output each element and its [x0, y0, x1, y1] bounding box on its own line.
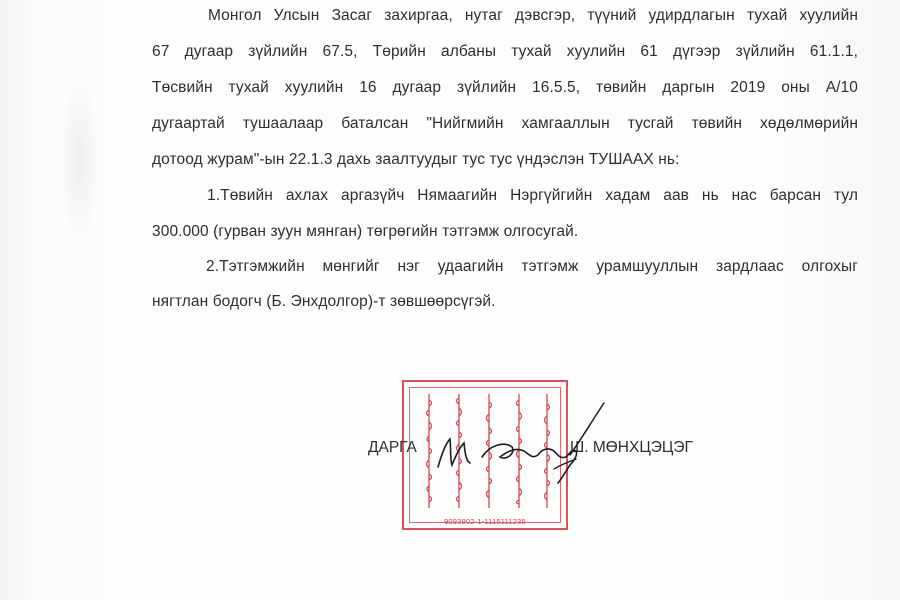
handwritten-signature — [420, 395, 620, 485]
paragraph-line-2: 67 дугаар зүйлийн 67.5, Төрийн албаны тухай хуулийн 61 дүгээр зүйлийн 61.1.1, — [152, 43, 858, 60]
paragraph-line-1: Монгол Улсын Засаг захиргаа, нутаг дэвсгэр, түүний удирдлагын тухай хуулийн — [208, 7, 858, 24]
order-item-1-line-2: 300.000 (гурван зуун мянган) төгрөгийн тэтгэмж олгосугай. — [152, 223, 579, 240]
stamp-number: 9093902-1-1115111235 — [444, 517, 526, 526]
paragraph-line-3: Төсвийн тухай хуулийн 16 дугаар зүйлийн 16.5.5, төвийн даргын 2019 оны А/10 — [152, 79, 858, 96]
signatory-title: ДАРГА — [368, 439, 417, 456]
order-item-2-line-2: нягтлан бодогч (Б. Энхдолгор)-т зөвшөөрсүгэй. — [152, 293, 496, 310]
order-item-2-line-1: 2.Тэтгэмжийн мөнгийг нэг удаагийн тэтгэмж урамшууллын зардлаас олгохыг — [206, 258, 858, 275]
scan-artifact — [60, 70, 100, 250]
signatory-name: Ш. МӨНХЦЭЦЭГ — [570, 439, 693, 456]
order-item-1-line-1: 1.Төвийн ахлах аргазүйч Нямаагийн Нэргүйгийн хадам аав нь нас барсан тул — [207, 187, 858, 204]
paragraph-line-4: дугаартай тушаалаар баталсан "Нийгмийн хамгааллын тусгай төвийн хөдөлмөрийн — [152, 115, 858, 132]
paragraph-line-5: дотоод журам"-ын 22.1.3 дахь заалтуудыг тус тус үндэслэн ТУШААХ нь: — [152, 151, 680, 168]
